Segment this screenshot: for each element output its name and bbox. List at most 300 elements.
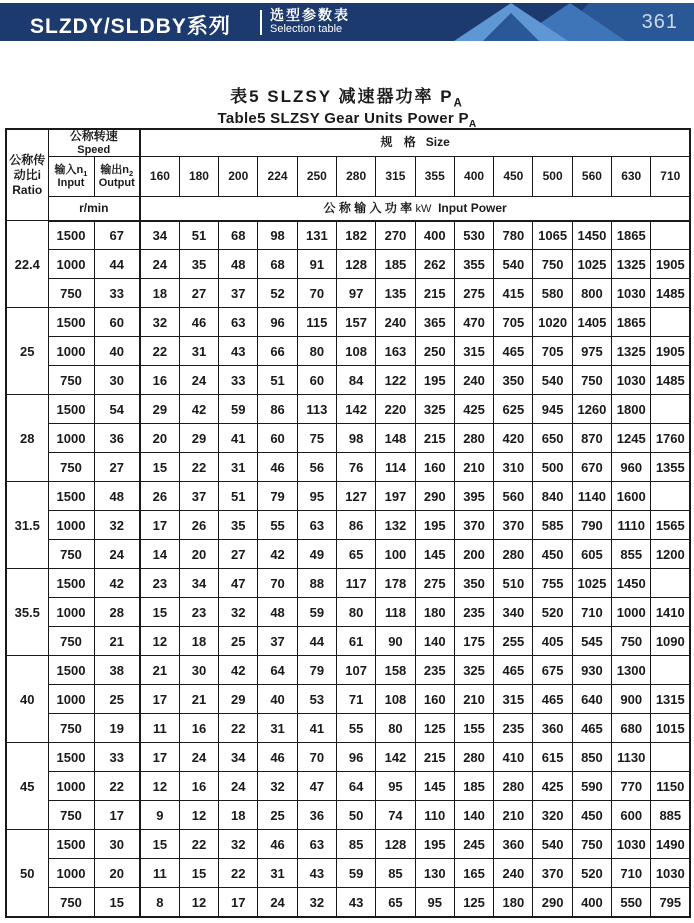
size-header-cn: 规 格 xyxy=(380,135,420,150)
power-cell: 20 xyxy=(140,424,179,453)
power-cell: 580 xyxy=(533,279,572,308)
power-cell xyxy=(651,395,690,424)
power-cell: 240 xyxy=(454,366,493,395)
power-cell: 280 xyxy=(494,540,533,569)
power-cell: 22 xyxy=(140,337,179,366)
ratio-cell: 50 xyxy=(6,830,48,917)
power-cell: 157 xyxy=(337,308,376,337)
power-cell: 1905 xyxy=(651,337,690,366)
power-cell: 26 xyxy=(140,482,179,511)
power-cell: 1410 xyxy=(651,598,690,627)
power-cell: 270 xyxy=(376,221,415,250)
power-cell: 945 xyxy=(533,395,572,424)
input-speed-cell: 1500 xyxy=(48,656,94,685)
power-cell: 320 xyxy=(533,801,572,830)
power-cell: 46 xyxy=(258,830,297,859)
power-cell: 415 xyxy=(494,279,533,308)
power-cell: 17 xyxy=(140,511,179,540)
output-speed-cell: 24 xyxy=(94,540,140,569)
table-row xyxy=(6,598,690,627)
output-speed-cell: 36 xyxy=(94,424,140,453)
header-subtitle-en: Selection table xyxy=(270,23,343,36)
input-speed-cell: 1000 xyxy=(48,511,94,540)
input-speed-cell: 750 xyxy=(48,453,94,482)
power-cell: 1355 xyxy=(651,453,690,482)
power-cell: 770 xyxy=(612,772,651,801)
output-speed-cell: 15 xyxy=(94,888,140,917)
power-cell: 210 xyxy=(454,685,493,714)
power-cell: 70 xyxy=(258,569,297,598)
power-header-cn: 公 称 输 入 功 率 xyxy=(323,200,413,215)
power-cell: 21 xyxy=(140,656,179,685)
power-cell: 24 xyxy=(140,250,179,279)
power-cell: 98 xyxy=(337,424,376,453)
power-cell: 16 xyxy=(179,772,218,801)
power-cell: 98 xyxy=(258,221,297,250)
power-cell: 195 xyxy=(415,366,454,395)
power-cell: 16 xyxy=(140,366,179,395)
power-cell: 465 xyxy=(494,656,533,685)
power-cell: 795 xyxy=(651,888,690,917)
size-group-header xyxy=(140,129,690,157)
power-cell: 79 xyxy=(258,482,297,511)
power-cell: 1015 xyxy=(651,714,690,743)
power-cell: 79 xyxy=(297,656,336,685)
input-speed-cell: 750 xyxy=(48,888,94,917)
power-cell: 50 xyxy=(337,801,376,830)
power-cell: 450 xyxy=(572,801,611,830)
power-cell: 12 xyxy=(140,772,179,801)
output-speed-cell: 28 xyxy=(94,598,140,627)
input-speed-cell: 1000 xyxy=(48,337,94,366)
power-cell: 74 xyxy=(376,801,415,830)
output-speed-cell: 38 xyxy=(94,656,140,685)
power-cell: 84 xyxy=(337,366,376,395)
power-cell: 780 xyxy=(494,221,533,250)
power-cell: 1000 xyxy=(612,598,651,627)
power-cell: 145 xyxy=(415,772,454,801)
power-cell: 31 xyxy=(179,337,218,366)
power-cell: 59 xyxy=(337,859,376,888)
header-divider xyxy=(260,10,262,35)
power-cell: 850 xyxy=(572,743,611,772)
power-cell: 220 xyxy=(376,395,415,424)
power-header-unit: kW xyxy=(415,202,432,215)
power-cell: 60 xyxy=(258,424,297,453)
input-speed-cell: 1500 xyxy=(48,308,94,337)
power-cell: 23 xyxy=(179,598,218,627)
power-cell: 8 xyxy=(140,888,179,917)
power-cell: 370 xyxy=(533,859,572,888)
power-cell: 870 xyxy=(572,424,611,453)
power-cell: 34 xyxy=(140,221,179,250)
input-speed-cell: 1000 xyxy=(48,250,94,279)
power-cell: 1200 xyxy=(651,540,690,569)
power-cell: 500 xyxy=(533,453,572,482)
power-cell: 32 xyxy=(219,830,258,859)
power-cell: 210 xyxy=(454,453,493,482)
power-cell: 160 xyxy=(415,685,454,714)
power-cell: 975 xyxy=(572,337,611,366)
power-cell: 750 xyxy=(533,250,572,279)
power-cell: 95 xyxy=(415,888,454,917)
power-cell: 48 xyxy=(219,250,258,279)
power-cell: 59 xyxy=(297,598,336,627)
input-speed-cell: 1000 xyxy=(48,598,94,627)
ratio-cell: 31.5 xyxy=(6,482,48,569)
power-cell: 350 xyxy=(494,366,533,395)
power-cell: 80 xyxy=(297,337,336,366)
power-cell: 545 xyxy=(572,627,611,656)
header-row-1 xyxy=(6,129,690,157)
power-cell: 115 xyxy=(297,308,336,337)
power-cell: 63 xyxy=(219,308,258,337)
power-cell: 125 xyxy=(415,714,454,743)
table-row xyxy=(6,511,690,540)
power-cell: 182 xyxy=(337,221,376,250)
power-cell: 160 xyxy=(415,453,454,482)
size-col-header: 500 xyxy=(533,157,572,197)
table-row xyxy=(6,308,690,337)
output-speed-cell: 32 xyxy=(94,511,140,540)
series-title: SLZDY/SLDBY系列 xyxy=(30,15,231,38)
power-cell: 410 xyxy=(494,743,533,772)
power-cell: 585 xyxy=(533,511,572,540)
power-cell: 885 xyxy=(651,801,690,830)
power-cell: 32 xyxy=(140,308,179,337)
power-cell: 35 xyxy=(219,511,258,540)
power-cell: 108 xyxy=(337,337,376,366)
input-speed-cell: 750 xyxy=(48,540,94,569)
table-row xyxy=(6,569,690,598)
output-speed-cell: 30 xyxy=(94,366,140,395)
power-cell: 675 xyxy=(533,656,572,685)
table-title-en xyxy=(0,110,694,130)
power-cell: 155 xyxy=(454,714,493,743)
power-cell: 27 xyxy=(179,279,218,308)
power-cell: 235 xyxy=(415,656,454,685)
power-cell: 20 xyxy=(179,540,218,569)
power-cell: 86 xyxy=(258,395,297,424)
power-cell: 18 xyxy=(179,627,218,656)
power-cell: 520 xyxy=(533,598,572,627)
table-row xyxy=(6,830,690,859)
table-title-en-subscript: A xyxy=(468,119,477,130)
power-cell: 47 xyxy=(219,569,258,598)
power-cell: 63 xyxy=(297,511,336,540)
power-cell: 15 xyxy=(140,830,179,859)
power-cell: 122 xyxy=(376,366,415,395)
header-subtitle-cn: 选型参数表 xyxy=(270,7,350,23)
power-cell: 96 xyxy=(337,743,376,772)
power-cell: 240 xyxy=(494,859,533,888)
power-cell: 80 xyxy=(337,598,376,627)
size-col-header: 630 xyxy=(612,157,651,197)
power-cell: 47 xyxy=(297,772,336,801)
power-cell: 315 xyxy=(494,685,533,714)
power-cell: 510 xyxy=(494,569,533,598)
power-cell: 350 xyxy=(454,569,493,598)
power-cell: 195 xyxy=(415,511,454,540)
power-cell: 1760 xyxy=(651,424,690,453)
input-speed-cell: 1000 xyxy=(48,772,94,801)
power-cell: 1485 xyxy=(651,279,690,308)
power-cell: 18 xyxy=(140,279,179,308)
size-col-header: 160 xyxy=(140,157,179,197)
input-speed-cell: 1500 xyxy=(48,395,94,424)
power-cell: 1800 xyxy=(612,395,651,424)
power-cell: 550 xyxy=(612,888,651,917)
input-speed-cell: 1500 xyxy=(48,569,94,598)
output-speed-cell: 30 xyxy=(94,830,140,859)
power-cell: 65 xyxy=(337,540,376,569)
power-cell: 710 xyxy=(612,859,651,888)
power-cell: 90 xyxy=(376,627,415,656)
power-cell: 17 xyxy=(140,685,179,714)
table-row xyxy=(6,424,690,453)
power-cell: 42 xyxy=(219,656,258,685)
power-cell: 85 xyxy=(337,830,376,859)
power-cell: 1565 xyxy=(651,511,690,540)
power-cell: 250 xyxy=(415,337,454,366)
power-cell: 1450 xyxy=(572,221,611,250)
power-cell: 100 xyxy=(376,540,415,569)
power-cell: 80 xyxy=(376,714,415,743)
power-cell: 61 xyxy=(337,627,376,656)
rpm-unit-header: r/min xyxy=(48,197,140,221)
power-cell: 240 xyxy=(376,308,415,337)
power-cell: 840 xyxy=(533,482,572,511)
power-cell: 25 xyxy=(219,627,258,656)
power-cell: 44 xyxy=(297,627,336,656)
header-row-2 xyxy=(6,157,690,197)
page-header-band xyxy=(0,3,694,41)
power-cell: 465 xyxy=(572,714,611,743)
power-cell: 24 xyxy=(219,772,258,801)
power-cell: 23 xyxy=(140,569,179,598)
power-cell: 30 xyxy=(179,656,218,685)
power-cell: 108 xyxy=(376,685,415,714)
power-cell: 70 xyxy=(297,743,336,772)
output-speed-cell: 33 xyxy=(94,279,140,308)
power-cell: 185 xyxy=(454,772,493,801)
power-cell xyxy=(651,743,690,772)
power-cell: 1030 xyxy=(612,830,651,859)
table-row xyxy=(6,279,690,308)
power-cell: 66 xyxy=(258,337,297,366)
table-title-en-text: Table5 SLZSY Gear Units Power P xyxy=(217,110,469,127)
power-cell: 680 xyxy=(612,714,651,743)
page-number: 361 xyxy=(641,11,678,33)
table-row xyxy=(6,888,690,917)
size-col-header: 224 xyxy=(258,157,297,197)
power-cell: 325 xyxy=(415,395,454,424)
power-cell: 1110 xyxy=(612,511,651,540)
power-cell: 262 xyxy=(415,250,454,279)
power-cell: 31 xyxy=(258,859,297,888)
power-cell: 275 xyxy=(454,279,493,308)
power-cell: 52 xyxy=(258,279,297,308)
power-cell: 540 xyxy=(494,250,533,279)
power-cell: 590 xyxy=(572,772,611,801)
size-col-header: 280 xyxy=(337,157,376,197)
power-table xyxy=(5,128,691,918)
output-header-en: Output xyxy=(98,176,135,189)
power-cell: 127 xyxy=(337,482,376,511)
power-cell: 180 xyxy=(415,598,454,627)
power-cell: 21 xyxy=(179,685,218,714)
power-cell: 55 xyxy=(258,511,297,540)
power-cell: 370 xyxy=(494,511,533,540)
power-cell: 22 xyxy=(219,714,258,743)
power-cell: 142 xyxy=(376,743,415,772)
power-cell: 64 xyxy=(258,656,297,685)
power-cell: 11 xyxy=(140,714,179,743)
power-cell: 315 xyxy=(454,337,493,366)
power-cell: 113 xyxy=(297,395,336,424)
power-cell: 1140 xyxy=(572,482,611,511)
power-cell: 41 xyxy=(297,714,336,743)
power-cell: 125 xyxy=(454,888,493,917)
output-speed-cell: 54 xyxy=(94,395,140,424)
size-col-header: 200 xyxy=(219,157,258,197)
power-cell: 24 xyxy=(258,888,297,917)
power-cell: 22 xyxy=(179,830,218,859)
power-cell: 91 xyxy=(297,250,336,279)
output-speed-cell: 48 xyxy=(94,482,140,511)
power-cell: 280 xyxy=(454,424,493,453)
table-row xyxy=(6,656,690,685)
power-cell: 29 xyxy=(219,685,258,714)
power-cell: 36 xyxy=(297,801,336,830)
input-header-cn: 输入$n_1$ xyxy=(54,164,88,179)
power-cell: 53 xyxy=(297,685,336,714)
power-cell: 245 xyxy=(454,830,493,859)
table-row xyxy=(6,453,690,482)
speed-header-en: Speed xyxy=(77,143,111,156)
power-cell xyxy=(651,569,690,598)
input-header-en: Input xyxy=(57,176,85,189)
output-speed-cell: 44 xyxy=(94,250,140,279)
power-cell: 750 xyxy=(572,366,611,395)
power-cell: 37 xyxy=(219,279,258,308)
power-cell: 705 xyxy=(533,337,572,366)
output-speed-cell: 40 xyxy=(94,337,140,366)
power-cell: 310 xyxy=(494,453,533,482)
table-row xyxy=(6,801,690,830)
power-cell: 1865 xyxy=(612,221,651,250)
power-cell: 46 xyxy=(258,453,297,482)
power-cell: 280 xyxy=(454,743,493,772)
power-cell: 24 xyxy=(179,366,218,395)
power-cell: 365 xyxy=(415,308,454,337)
power-cell: 197 xyxy=(376,482,415,511)
power-cell: 1325 xyxy=(612,250,651,279)
power-cell: 600 xyxy=(612,801,651,830)
power-cell: 290 xyxy=(415,482,454,511)
power-cell: 128 xyxy=(337,250,376,279)
power-cell: 750 xyxy=(612,627,651,656)
power-cell: 625 xyxy=(494,395,533,424)
power-cell: 1325 xyxy=(612,337,651,366)
output-speed-cell: 17 xyxy=(94,801,140,830)
power-cell: 425 xyxy=(533,772,572,801)
power-cell: 755 xyxy=(533,569,572,598)
power-cell: 1030 xyxy=(612,366,651,395)
output-header-cn: 输出$n_2$ xyxy=(100,164,134,179)
ratio-cell: 35.5 xyxy=(6,569,48,656)
input-speed-cell: 750 xyxy=(48,801,94,830)
output-speed-header xyxy=(94,157,140,197)
input-speed-header xyxy=(48,157,94,197)
power-cell: 37 xyxy=(258,627,297,656)
power-cell: 280 xyxy=(494,772,533,801)
table-title-cn xyxy=(0,82,694,110)
ratio-header-line2: 动比i xyxy=(13,167,41,182)
size-col-header: 450 xyxy=(494,157,533,197)
power-cell: 650 xyxy=(533,424,572,453)
power-cell: 405 xyxy=(533,627,572,656)
input-speed-cell: 1000 xyxy=(48,859,94,888)
input-speed-cell: 750 xyxy=(48,279,94,308)
power-cell: 68 xyxy=(219,221,258,250)
input-speed-cell: 1000 xyxy=(48,424,94,453)
power-cell: 290 xyxy=(533,888,572,917)
power-cell: 59 xyxy=(219,395,258,424)
power-cell: 1025 xyxy=(572,569,611,598)
power-cell: 17 xyxy=(219,888,258,917)
power-cell: 470 xyxy=(454,308,493,337)
power-cell: 540 xyxy=(533,830,572,859)
output-speed-cell: 42 xyxy=(94,569,140,598)
table-title-cn-subscript: A xyxy=(453,97,464,110)
power-cell: 131 xyxy=(297,221,336,250)
power-cell: 530 xyxy=(454,221,493,250)
input-speed-cell: 1500 xyxy=(48,221,94,250)
size-col-header: 560 xyxy=(572,157,611,197)
table-title-cn-text: 表5 SLZSY 减速器功率 P xyxy=(230,87,454,106)
size-header-en: Size xyxy=(425,135,450,150)
power-cell: 56 xyxy=(297,453,336,482)
power-cell: 370 xyxy=(454,511,493,540)
input-speed-cell: 750 xyxy=(48,366,94,395)
power-cell: 49 xyxy=(297,540,336,569)
power-cell: 68 xyxy=(258,250,297,279)
power-cell: 465 xyxy=(494,337,533,366)
power-cell: 51 xyxy=(219,482,258,511)
output-speed-cell: 22 xyxy=(94,772,140,801)
power-cell: 51 xyxy=(258,366,297,395)
power-cell: 15 xyxy=(140,453,179,482)
power-cell: 325 xyxy=(454,656,493,685)
power-cell: 24 xyxy=(179,743,218,772)
power-cell: 400 xyxy=(415,221,454,250)
power-cell: 255 xyxy=(494,627,533,656)
ratio-cell: 22.4 xyxy=(6,221,48,308)
power-header-en: Input Power xyxy=(438,200,507,215)
input-speed-cell: 750 xyxy=(48,627,94,656)
power-cell: 158 xyxy=(376,656,415,685)
power-cell: 1150 xyxy=(651,772,690,801)
input-speed-cell: 1500 xyxy=(48,482,94,511)
power-cell: 1260 xyxy=(572,395,611,424)
power-cell: 960 xyxy=(612,453,651,482)
speed-header-cn: 公称转速 xyxy=(69,129,118,143)
power-cell: 142 xyxy=(337,395,376,424)
table-row xyxy=(6,337,690,366)
power-cell: 855 xyxy=(612,540,651,569)
power-cell: 1130 xyxy=(612,743,651,772)
